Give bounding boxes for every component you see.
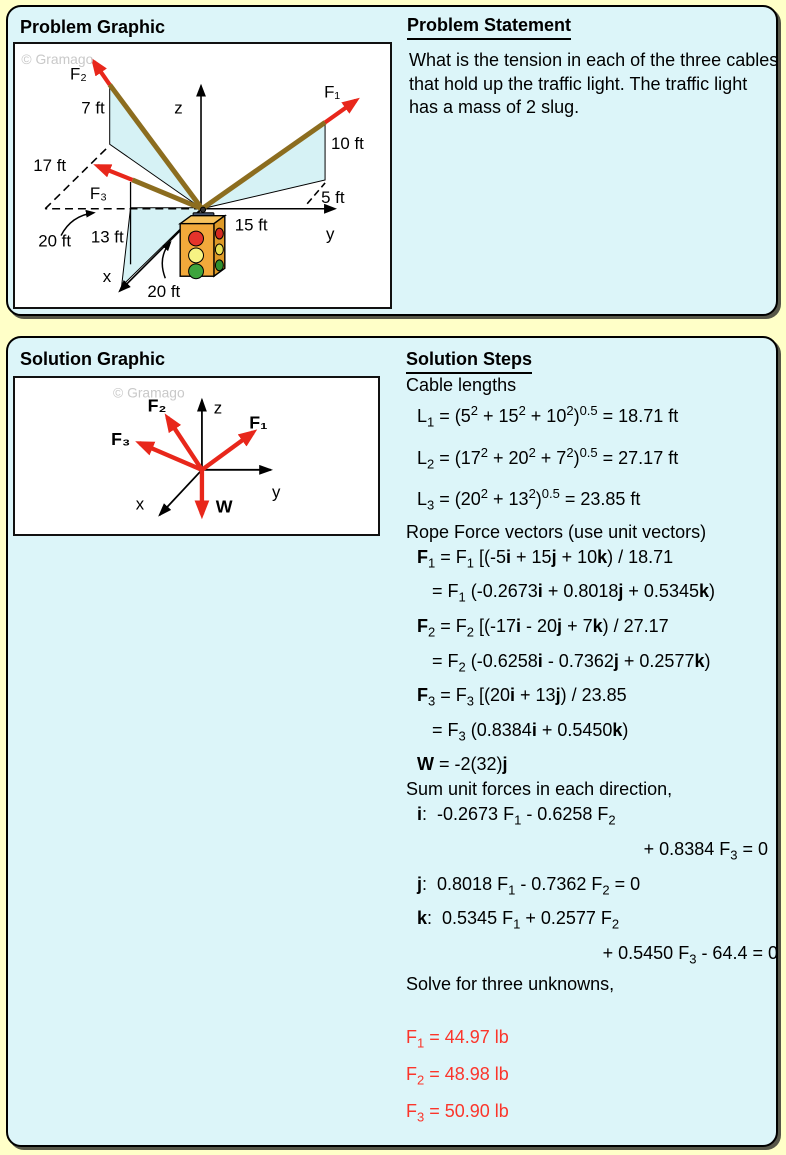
front-green-light — [189, 264, 204, 279]
vector-w-label: W — [215, 496, 233, 517]
equation-cable-l1: $L_1 = (5^2 + 15^2 + 10^2)^{0.5} = 18.71$ ft — [417, 403, 679, 430]
equation-f2-a: $F_2 = F_2$ [(-17i - 20j + 7k) / 27.17 — [417, 615, 669, 640]
dim-5ft-label: 5 ft — [321, 187, 345, 207]
x-axis-label: x — [135, 494, 145, 514]
front-yellow-light — [189, 248, 204, 263]
vector-f1 — [202, 432, 253, 470]
z-axis-label: z — [174, 98, 183, 118]
side-yellow-light — [215, 244, 223, 255]
equation-sum-j: j: 0.8018 $F_1 - 0.7362$ $F_2 = 0$ — [417, 873, 641, 898]
dim-20ft-bottom-label: 20 ft — [147, 282, 181, 302]
vector-f1-label: F₁ — [249, 412, 268, 433]
side-red-light — [215, 228, 223, 239]
dim-7ft-label: 7 ft — [81, 98, 105, 118]
watermark: © Gramago — [113, 384, 185, 401]
force-f3-label: F₃ — [89, 183, 108, 203]
equation-f2-b: = $F_2$ (-0.6258i - 0.7362j + 0.2577k) — [432, 650, 711, 675]
arrow-f1 — [325, 101, 356, 123]
arrow-f2 — [94, 62, 110, 85]
y-axis-label: y — [272, 482, 281, 502]
dim-17ft-label: 17 ft — [33, 156, 67, 176]
result-f1: $F_1 = 44.97$ lb — [406, 1027, 509, 1051]
cable-knot — [200, 207, 205, 212]
dim-13ft-label: 13 ft — [90, 227, 124, 247]
x-axis-label: x — [102, 267, 112, 287]
solution-graphic-panel — [13, 376, 380, 536]
vector-f3-label: F₃ — [111, 429, 131, 450]
equation-f1-a: $F_1 = F_1$ [(-5i + 15j + 10k) / 18.71 — [417, 546, 674, 571]
result-f3: $F_3 = 50.90$ lb — [406, 1100, 509, 1125]
dim-15ft-label: 15 ft — [234, 215, 268, 235]
sum-forces-title: Sum unit forces in each direction, — [406, 779, 673, 800]
dim-10ft-label: 10 ft — [331, 134, 364, 154]
front-red-light — [189, 231, 204, 246]
equation-sum-i: i: -0.2673 $F_1 - 0.6258$ $F_2$ — [417, 804, 616, 828]
equation-sum-k: k: 0.5345 $F_1 + 0.2577$ $F_2$ — [417, 908, 620, 932]
solution-steps-heading: Solution Steps — [406, 348, 532, 374]
equation-sum-k-cont: + 0.5450 $F_3 - 64.4 = 0$ — [602, 942, 778, 967]
x-axis — [159, 470, 201, 515]
arrow-f3 — [98, 166, 133, 180]
problem-statement-heading: Problem Statement — [407, 15, 571, 40]
force-f1-label: F₁ — [324, 82, 341, 102]
equation-cable-l2: $L_2 = (17^2 + 20^2 + 7^2)^{0.5} = 27.17$ ft — [417, 444, 679, 472]
equation-f3-a: $F_3 = F_3$ [(20i + 13j) / 23.85 — [417, 685, 627, 709]
problem-section — [6, 5, 778, 316]
force-f2-label: F₂ — [70, 64, 87, 84]
equation-f1-b: = $F_1$ (-0.2673i + 0.8018j + 0.5345k) — [432, 581, 715, 605]
equation-f3-b: = $F_3$ (0.8384i + 0.5450k) — [432, 719, 629, 744]
solution-section — [6, 336, 778, 1147]
side-green-light — [215, 260, 223, 271]
z-axis-label: z — [213, 398, 223, 418]
solution-graphic-heading: Solution Graphic — [20, 349, 166, 369]
problem-graphic-heading: Problem Graphic — [20, 17, 166, 37]
equation-sum-i-cont: + 0.8384 $F_3 = 0$ — [643, 838, 768, 863]
y-axis-label: y — [326, 224, 335, 244]
problem-statement-text: What is the tension in each of the three cables that hold up the traffic light. The traffic light has a mass of 2 slug. — [409, 50, 779, 117]
equation-weight: W = -2(32)j — [417, 754, 508, 775]
problem-graphic-figure — [15, 44, 390, 307]
vector-f2-label: F₂ — [147, 395, 167, 416]
watermark: © Gramago — [21, 50, 94, 67]
solution-steps — [406, 348, 780, 1132]
results-block — [406, 1022, 780, 1132]
solution-graphic-figure — [15, 378, 378, 534]
problem-graphic-panel — [13, 42, 392, 309]
rope-force-title: Rope Force vectors (use unit vectors) — [406, 521, 707, 542]
equation-cable-l3: $L_3 = (20^2 + 13^2)^{0.5} = 23.85$ ft — [417, 486, 641, 513]
solve-title: Solve for three unknowns, — [406, 974, 615, 995]
dim-20ft-left-label: 20 ft — [38, 231, 72, 251]
cable-lengths-title: Cable lengths — [406, 375, 517, 395]
result-f2: $F_2 = 48.98$ lb — [406, 1063, 509, 1088]
